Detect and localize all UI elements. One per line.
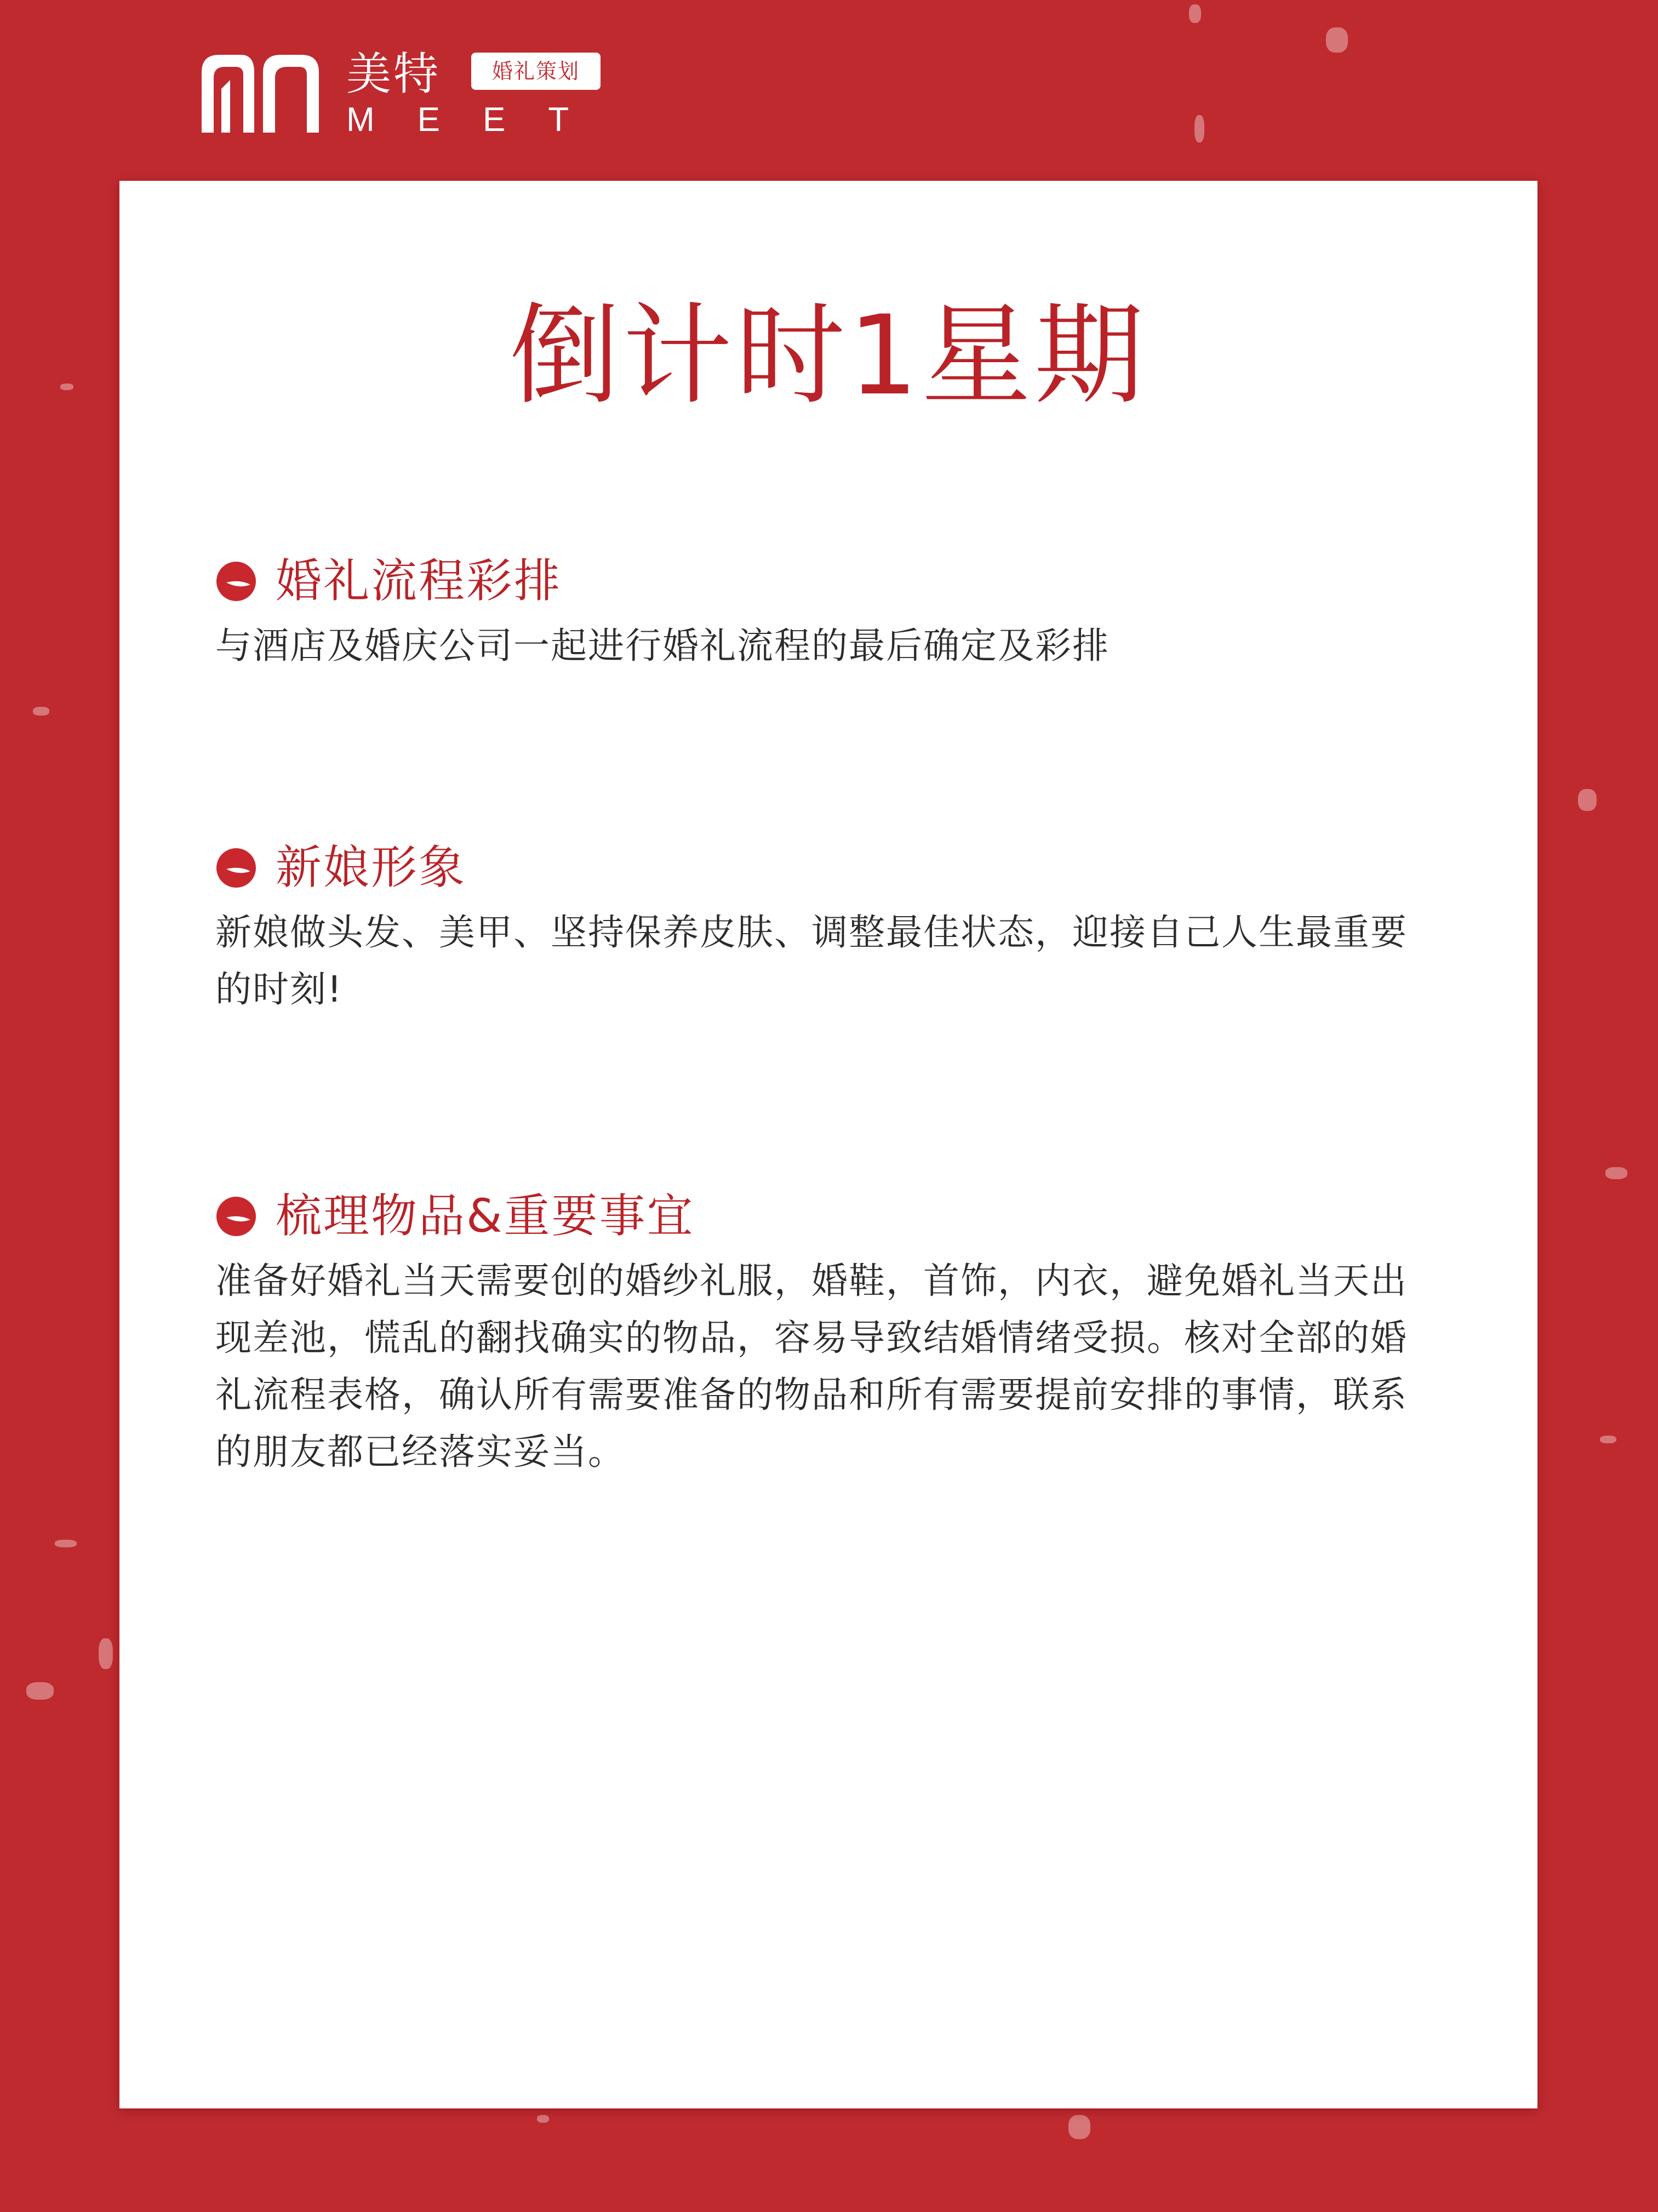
section-title: 梳理物品&重要事宜 xyxy=(276,1189,695,1243)
section-bride-image xyxy=(215,832,1519,1018)
section-title: 新娘形象 xyxy=(276,841,467,894)
speck xyxy=(33,707,49,716)
red-circle-bullet-icon xyxy=(215,561,257,602)
section-rehearsal xyxy=(215,545,1519,675)
red-circle-bullet-icon xyxy=(215,1196,257,1237)
section-header xyxy=(215,1180,1519,1246)
speck xyxy=(1578,789,1597,811)
red-circle-bullet-icon xyxy=(215,847,257,889)
speck xyxy=(1189,4,1201,23)
speck xyxy=(1068,2115,1090,2139)
section-header xyxy=(215,545,1519,611)
speck xyxy=(1194,115,1204,142)
speck xyxy=(55,1540,77,1547)
brand-name-cn: 美特 xyxy=(346,48,441,100)
content-card xyxy=(119,181,1537,2108)
speck xyxy=(1605,1167,1627,1179)
speck xyxy=(537,2115,549,2123)
section-title: 婚礼流程彩排 xyxy=(276,554,562,608)
meet-m-logo-icon xyxy=(197,50,323,133)
brand-name-en: MEET xyxy=(346,101,612,139)
brand-logo xyxy=(197,48,612,139)
speck xyxy=(99,1638,113,1669)
section-body: 与酒店及婚庆公司一起进行婚礼流程的最后确定及彩排 xyxy=(215,625,1110,667)
brand-badge: 婚礼策划 xyxy=(471,53,601,90)
speck xyxy=(1326,27,1348,53)
section-body: 新娘做头发、美甲、坚持保养皮肤、调整最佳状态，迎接自己人生最重要的时刻! xyxy=(215,911,1408,1010)
speck xyxy=(60,384,73,390)
section-items-checklist xyxy=(215,1180,1519,1481)
section-header xyxy=(215,832,1519,898)
speck xyxy=(1600,1436,1616,1443)
page-title: 倒计时1星期 xyxy=(510,292,1147,420)
section-body: 准备好婚礼当天需要创的婚纱礼服，婚鞋，首饰，内衣，避免婚礼当天出现差池，慌乱的翻找确实的物品，容易导致结婚情绪受损。核对全部的婚礼流程表格，确认所有需要准备的物品和所有需要提前安排的事情，联系的朋友都已经落实妥当。 xyxy=(215,1260,1408,1473)
speck xyxy=(26,1682,54,1700)
